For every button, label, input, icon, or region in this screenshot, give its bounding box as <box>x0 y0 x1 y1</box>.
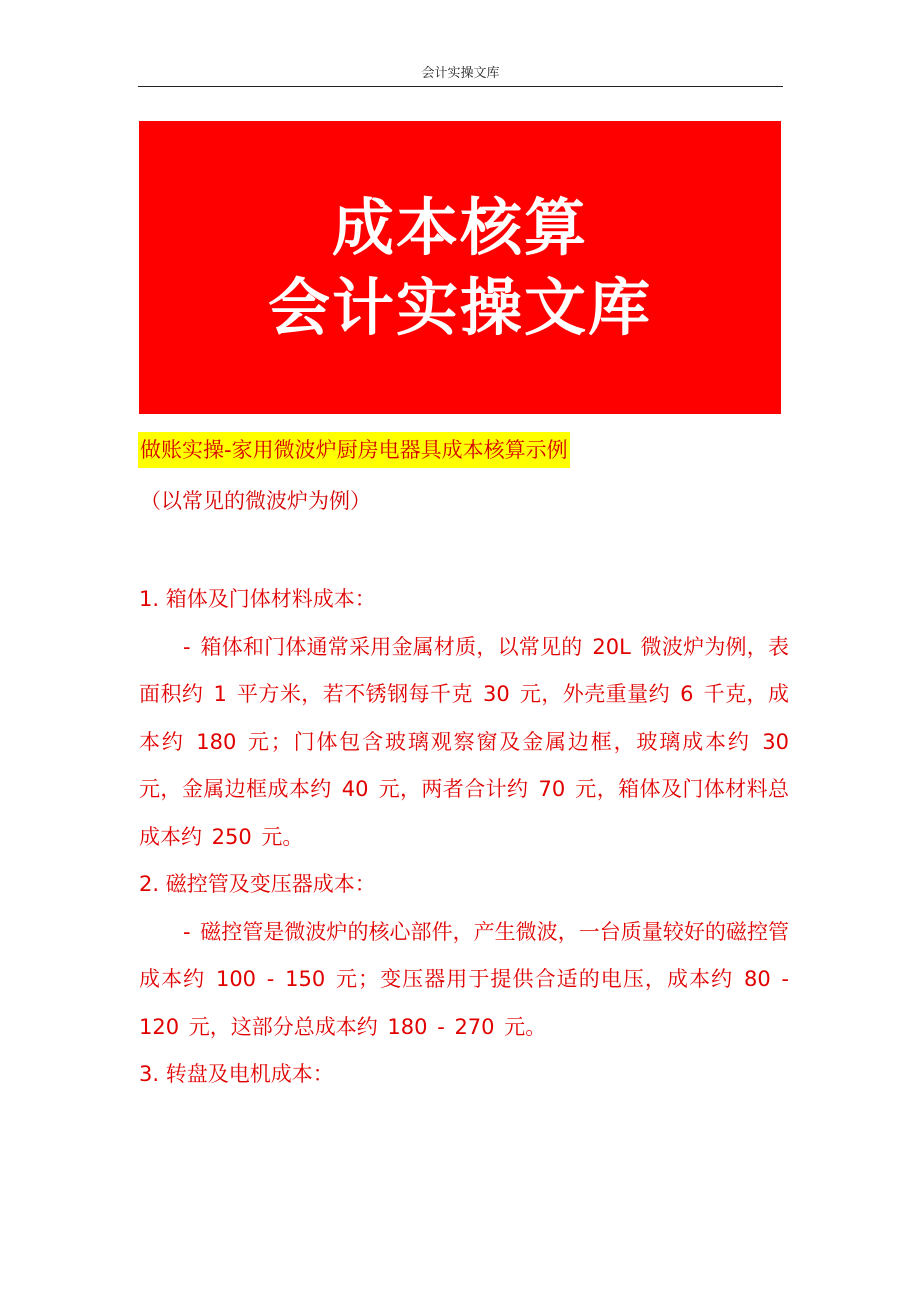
document-body <box>139 576 789 1099</box>
page-header <box>138 64 783 87</box>
section-paragraph: - 磁控管是微波炉的核心部件，产生微波，一台质量较好的磁控管成本约 100 - 150 元；变压器用于提供合适的电压，成本约 80 - 120 元，这部分总成本约 180 - 270 元。 <box>139 919 789 1039</box>
section-paragraph: - 箱体和门体通常采用金属材质，以常见的 20L 微波炉为例，表面积约 1 平方米，若不锈钢每千克 30 元，外壳重量约 6 千克，成本约 180 元；门体包含玻璃观察窗及金属边框，玻璃成本约 30 元，金属边框成本约 40 元，两者合计约 70 元，箱体及门体材料总成本约 250 元。 <box>139 634 789 849</box>
banner-title-line-1: 成本核算 <box>331 190 588 264</box>
banner-title-line-2: 会计实操文库 <box>267 270 652 344</box>
section-2 <box>139 861 789 1051</box>
section-heading: 2. 磁控管及变压器成本： <box>139 872 376 896</box>
cover-banner <box>139 121 781 414</box>
document-subtitle: （以常见的微波炉为例） <box>140 489 371 513</box>
section-1 <box>139 576 789 861</box>
running-title: 会计实操文库 <box>421 66 500 81</box>
document-title: 做账实操-家用微波炉厨房电器具成本核算示例 <box>138 432 570 468</box>
section-heading: 1. 箱体及门体材料成本： <box>139 587 376 611</box>
section-3 <box>139 1051 789 1099</box>
section-heading: 3. 转盘及电机成本： <box>139 1062 334 1086</box>
